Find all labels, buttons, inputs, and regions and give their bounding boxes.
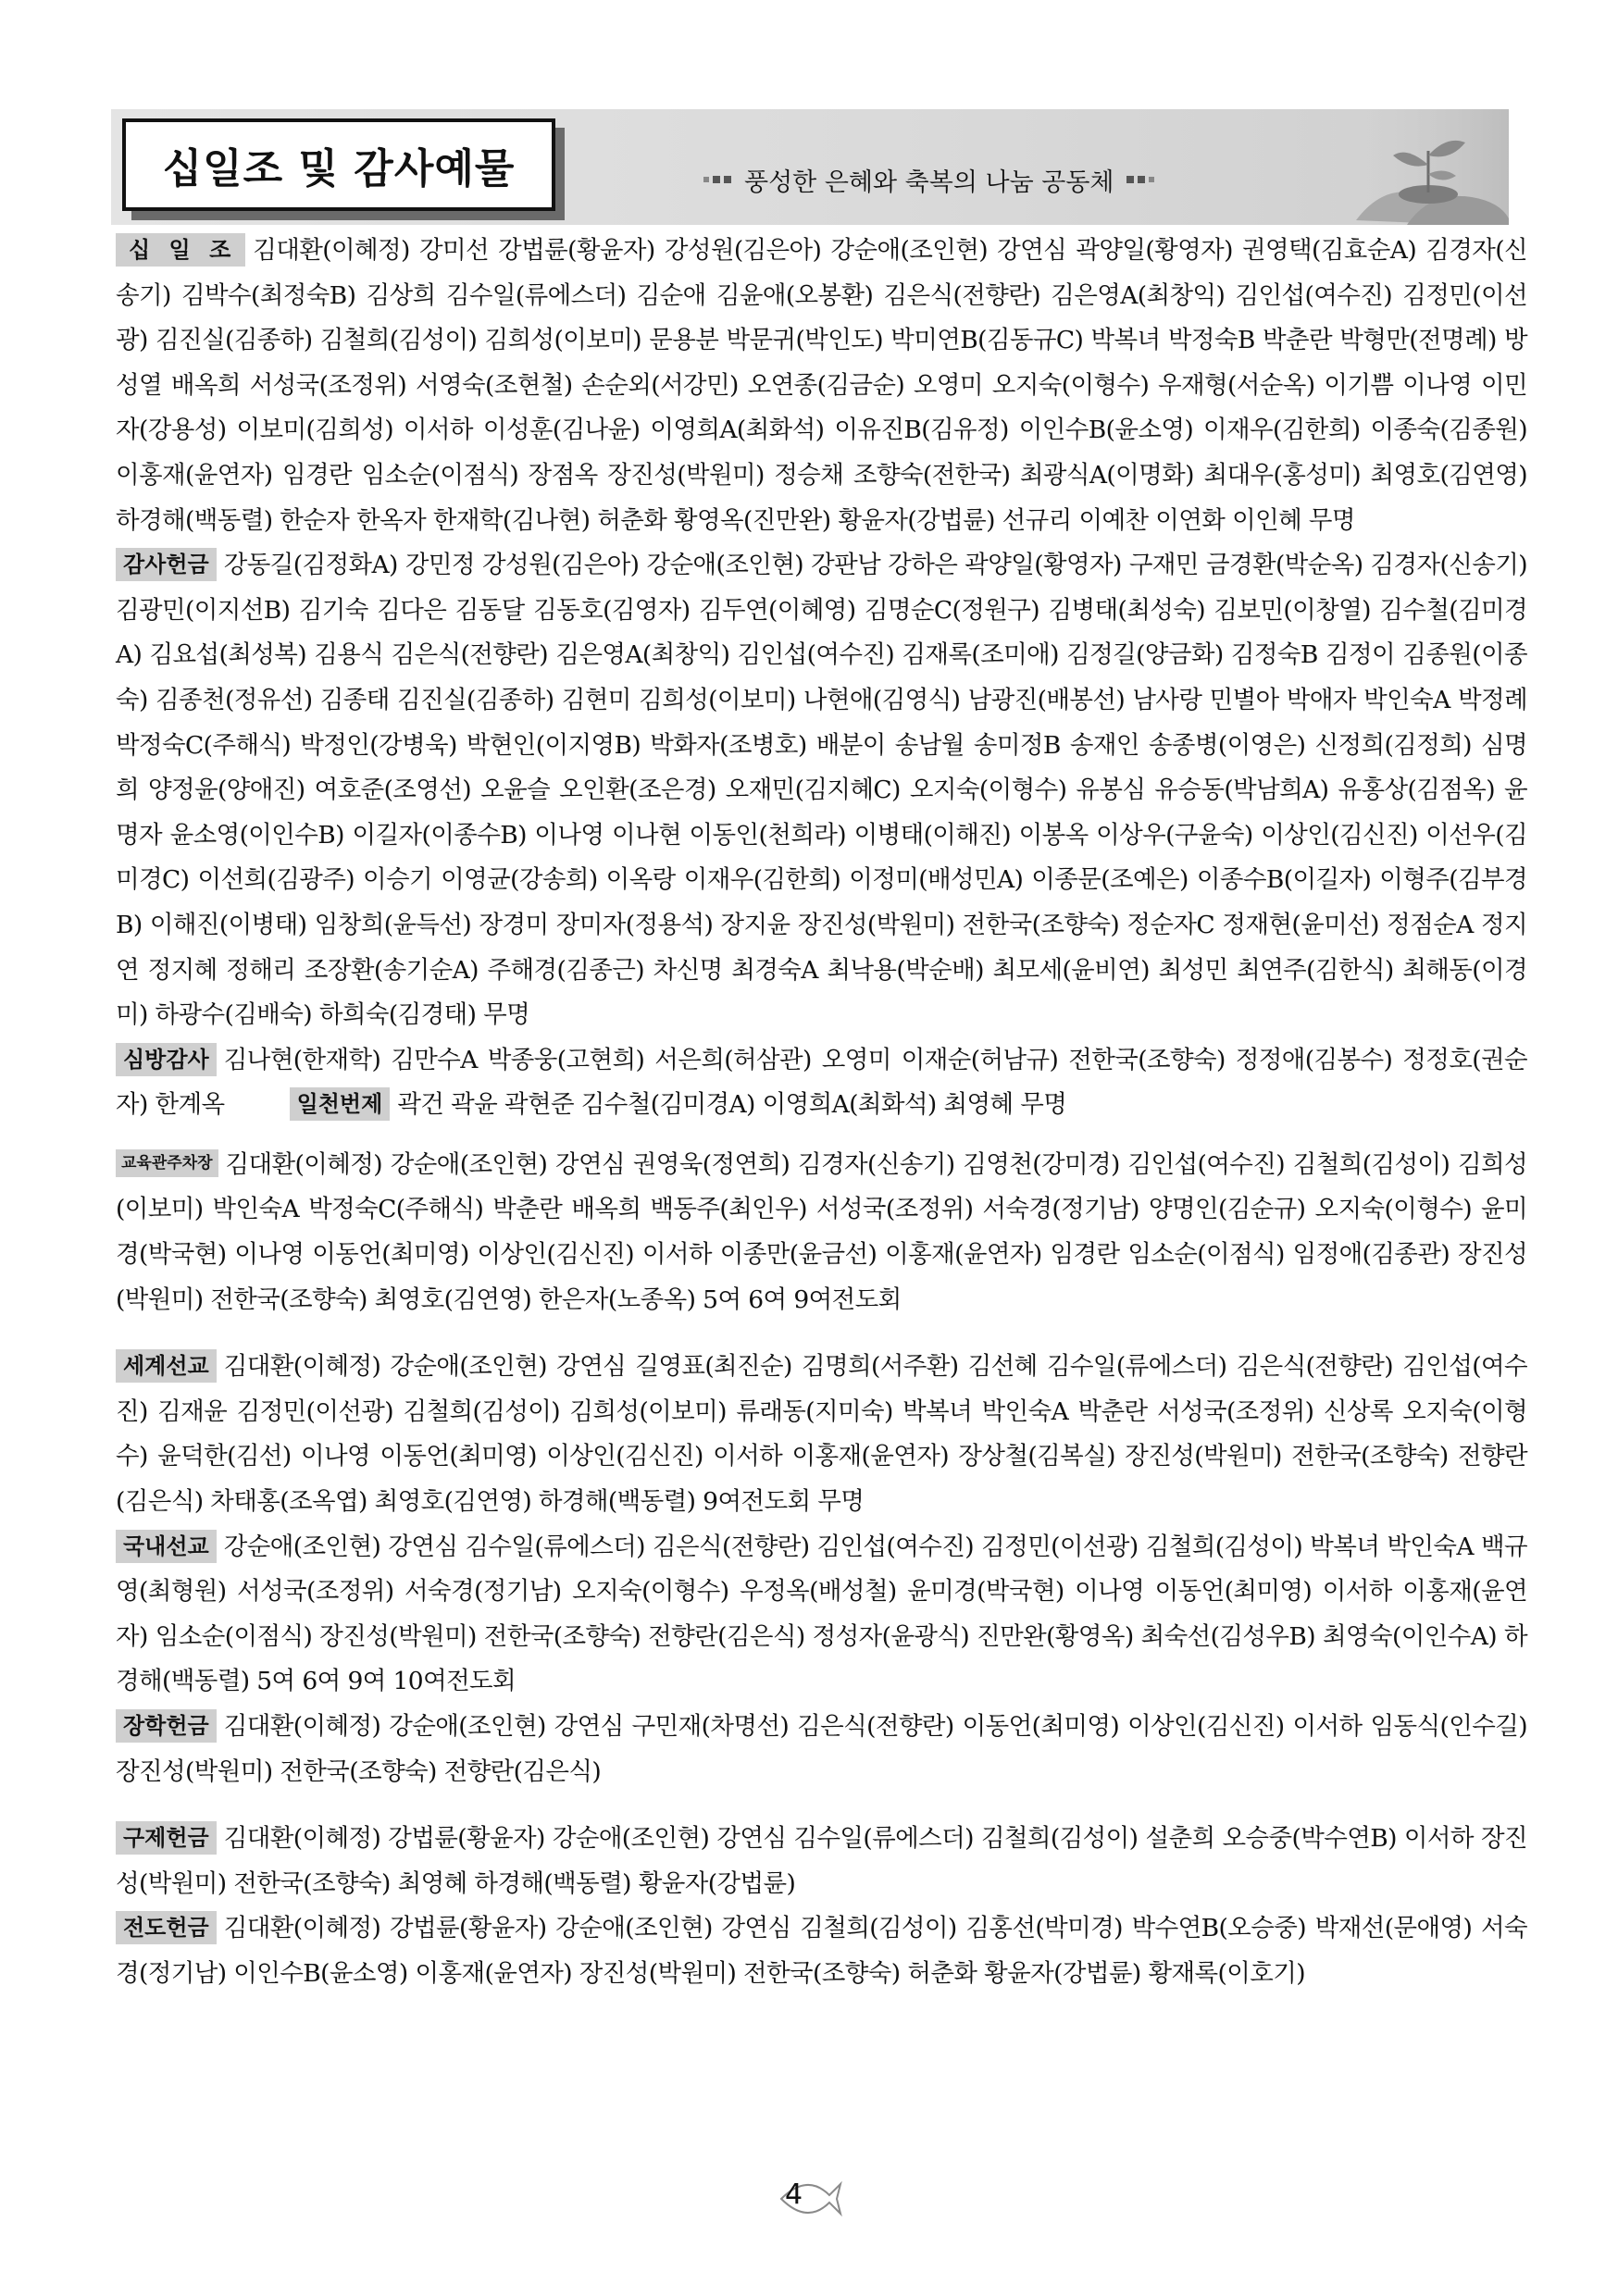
section-relief — [116, 1817, 1527, 1906]
section-visit-thanks — [116, 1038, 1527, 1128]
page-subtitle: 풍성한 은혜와 축복의 나눔 공동체 — [744, 168, 1114, 197]
section-label: 심방감사 — [116, 1043, 217, 1076]
section-label: 십 일 조 — [116, 233, 245, 267]
section-names: 김대환(이혜정) 강법륜(황윤자) 강순애(조인현) 강연심 김철희(김성이) 김홍선(박미경) 박수연B(오승중) 박재선(문애영) 서숙경(정기남) 이인수B(윤소영) 이홍재(윤연자) 장진성(박원미) 전한국(조향숙) 허춘화 황윤자(강법륜) 황재록(이호기) — [116, 1914, 1527, 1988]
section-label: 장학헌금 — [116, 1709, 217, 1743]
section-names: 강동길(김정화A) 강민정 강성원(김은아) 강순애(조인현) 강판남 강하은 곽양일(황영자) 구재민 금경환(박순옥) 김경자(신송기) 김광민(이지선B) 김기숙 김다은 김동달 김동호(김영자) 김두연(이혜영) 김명순C(정원구) 김병태(최성숙) 김보민(이창열) 김수철(김미경A) 김요섭(최성복) 김용식 김은식(전향란) 김은영A(최창익) 김인섭(여수진) 김재록(조미애) 김정길(양금화) 김정숙B 김정이 김종원(이종숙) 김종천(정유선) 김종태 김진실(김종하) 김현미 김희성(이보미) 나현애(김영식) 남광진(배봉선) 남사랑 민별아 박애자 박인숙A 박정례 박정숙C(주해식) 박정인(강병욱) 박현인(이지영B) 박화자(조병호) 배분이 송남월 송미정B 송재인 송종병(이영은) 신정희(김정희) 심명희 양정윤(양애진) 여호준(조영선) 오윤슬 오인환(조은경) 오재민(김지혜C) 오지숙(이형수) 유봉심 유승동(박남희A) 유홍상(김점옥) 윤명자 윤소영(이인수B) 이길자(이종수B) 이나영 이나현 이동인(천희라) 이병태(이해진) 이봉옥 이상우(구윤숙) 이상인(김신진) 이선우(김미경C) 이선희(김광주) 이승기 이영균(강송희) 이옥랑 이재우(김한희) 이정미(배성민A) 이종문(조예은) 이종수B(이길자) 이형주(김부경B) 이해진(이병태) 임창희(윤득선) 장경미 장미자(정용석) 장지윤 장진성(박원미) 전한국(조향숙) 정순자C 정재현(윤미선) 정점순A 정지연 정지혜 정해리 조장환(송기순A) 주해경(김종근) 차신명 최경숙A 최낙용(박순배) 최모세(윤비연) 최성민 최연주(김한식) 최해동(이경미) 하광수(김배숙) 하희숙(김경태) 무명 — [116, 551, 1527, 1030]
section-names: 김대환(이혜정) 강순애(조인현) 강연심 구민재(차명선) 김은식(전향란) 이동언(최미영) 이상인(김신진) 이서하 임동식(인수길) 장진성(박원미) 전한국(조향숙) 전향란(김은식) — [116, 1712, 1527, 1786]
section-label: 감사헌금 — [116, 548, 217, 581]
section-names: 김대환(이혜정) 강미선 강법륜(황윤자) 강성원(김은아) 강순애(조인현) 강연심 곽양일(황영자) 권영택(김효순A) 김경자(신송기) 김박수(최정숙B) 김상희 김수일(류에스더) 김순애 김윤애(오봉환) 김은식(전향란) 김은영A(최창익) 김인섭(여수진) 김정민(이선광) 김진실(김종하) 김철희(김성이) 김희성(이보미) 문용분 박문귀(박인도) 박미연B(김동규C) 박복녀 박정숙B 박춘란 박형만(전명례) 방성열 배옥희 서성국(조정위) 서영숙(조현철) 손순외(서강민) 오연종(김금순) 오영미 오지숙(이형수) 우재형(서순옥) 이기쁨 이나영 이민자(강용성) 이보미(김희성) 이서하 이성훈(김나윤) 이영희A(최화석) 이유진B(김유정) 이인수B(윤소영) 이재우(김한희) 이종숙(김종원) 이홍재(윤연자) 임경란 임소순(이점식) 장점옥 장진성(박원미) 정승채 조향숙(전한국) 최광식A(이명화) 최대우(홍성미) 최영호(김연영) 하경해(백동렬) 한순자 한옥자 한재학(김나현) 허춘화 황영옥(진만완) 황윤자(강법륜) 선규리 이예찬 이연화 이인혜 무명 — [116, 236, 1527, 535]
section-names: 김대환(이혜정) 강법륜(황윤자) 강순애(조인현) 강연심 김수일(류에스더) 김철희(김성이) 설춘희 오승중(박수연B) 이서하 장진성(박원미) 전한국(조향숙) 최영혜 하경해(백동렬) 황윤자(강법륜) — [116, 1824, 1527, 1898]
bullet-dots-left-icon — [703, 176, 731, 183]
section-label: 전도헌금 — [116, 1911, 217, 1944]
section-evangelism — [116, 1906, 1527, 1996]
section-label: 국내선교 — [116, 1530, 217, 1563]
page-title: 십일조 및 감사예물 — [162, 145, 516, 192]
section-label-thousand-offering: 일천번제 — [290, 1087, 391, 1121]
section-thanks-offering — [116, 543, 1527, 1038]
section-names: 김대환(이혜정) 강순애(조인현) 강연심 길영표(최진순) 김명희(서주환) 김선혜 김수일(류에스더) 김은식(전향란) 김인섭(여수진) 김재윤 김정민(이선광) 김철희(김성이) 김희성(이보미) 류래동(지미숙) 박복녀 박인숙A 박춘란 서성국(조정위) 신상록 오지숙(이형수) 윤덕한(김선) 이나영 이동언(최미영) 이상인(김신진) 이서하 이홍재(윤연자) 장상철(김복실) 장진성(박원미) 전한국(조향숙) 전향란(김은식) 차태홍(조옥엽) 최영호(김연영) 하경해(백동렬) 9여전도회 무명 — [116, 1352, 1527, 1517]
section-names-thousand-offering: 곽건 곽윤 곽현준 김수철(김미경A) 이영희A(최화석) 최영혜 무명 — [397, 1090, 1067, 1120]
page-header — [111, 109, 1509, 225]
page-number-badge — [776, 2177, 842, 2221]
section-label: 교육관주차장 — [116, 1149, 218, 1177]
section-education-parking — [116, 1143, 1527, 1322]
offering-list — [116, 229, 1527, 1997]
section-names: 강순애(조인현) 강연심 김수일(류에스더) 김은식(전향란) 김인섭(여수진) 김정민(이선광) 김철희(김성이) 박복녀 박인숙A 백규영(최형원) 서성국(조정위) 서숙경(정기남) 오지숙(이형수) 우정옥(배성철) 윤미경(박국현) 이나영 이동언(최미영) 이서하 이홍재(윤연자) 임소순(이점식) 장진성(박원미) 전한국(조향숙) 전향란(김은식) 정성자(윤광식) 진만완(황영옥) 최숙선(김성우B) 최영숙(이인수A) 하경해(백동렬) 5여 6여 9여 10여전도회 — [116, 1532, 1527, 1696]
bullet-dots-right-icon — [1126, 176, 1154, 183]
page-number: 4 — [785, 2178, 803, 2211]
section-label: 구제헌금 — [116, 1821, 217, 1855]
subtitle-row — [703, 161, 1154, 198]
section-names: 김나현(한재학) 김만수A 박종웅(고현희) 서은희(허삼관) 오영미 이재순(허남규) 전한국(조향숙) 정정애(김봉수) 정정호(권순자) 한계옥 — [116, 1045, 1527, 1120]
section-label: 세계선교 — [116, 1349, 217, 1383]
section-world-mission — [116, 1345, 1527, 1524]
title-box — [122, 118, 555, 211]
section-domestic-mission — [116, 1525, 1527, 1705]
section-scholarship — [116, 1705, 1527, 1794]
hands-sprout-icon — [1319, 109, 1509, 225]
section-names: 김대환(이혜정) 강순애(조인현) 강연심 권영욱(정연희) 김경자(신송기) 김영천(강미경) 김인섭(여수진) 김철희(김성이) 김희성(이보미) 박인숙A 박정숙C(주해식) 박춘란 배옥희 백동주(최인우) 서성국(조정위) 서숙경(정기남) 양명인(김순규) 오지숙(이형수) 윤미경(박국현) 이나영 이동언(최미영) 이상인(김신진) 이서하 이종만(윤금선) 이홍재(윤연자) 임경란 임소순(이점식) 임정애(김종관) 장진성(박원미) 전한국(조향숙) 최영호(김연영) 한은자(노종옥) 5여 6여 9여전도회 — [116, 1149, 1527, 1314]
section-tithe — [116, 229, 1527, 543]
